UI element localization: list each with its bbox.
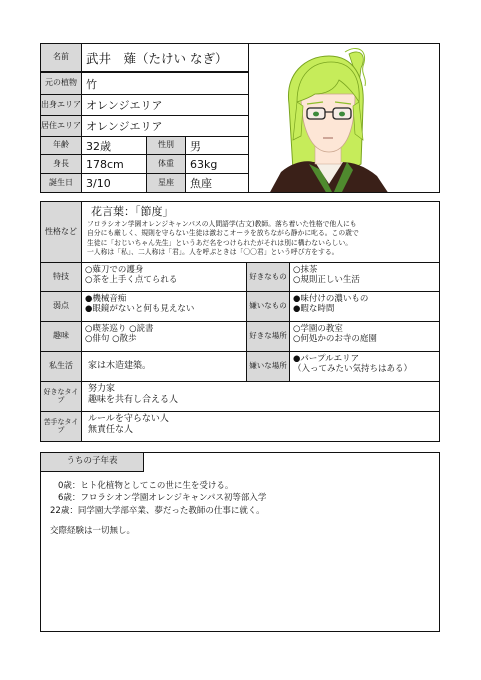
timeline-entry: 6歳：フロラシオン学園オレンジキャンパス初等部入学: [58, 493, 267, 504]
fav-place-value: [289, 321, 440, 352]
disliked-type-line: ルールを守らない人: [88, 414, 169, 424]
weakness-line: ●眼鏡がないと何も見えない: [85, 304, 195, 315]
liked-type-value: [81, 381, 440, 412]
hated-place-value: [289, 351, 440, 382]
residence-label: 居住エリア: [40, 115, 82, 137]
skill-label: 特技: [40, 262, 82, 292]
weight-value: 63kg: [185, 154, 249, 174]
plant-value: 竹: [81, 72, 249, 95]
disliked-type-label: 苦手なタイプ: [40, 411, 82, 442]
timeline-box: [40, 452, 440, 632]
sign-label: 星座: [146, 173, 186, 193]
private-life-value: 家は木造建築。: [81, 351, 247, 382]
personality-description: [81, 201, 440, 263]
timeline-label: うちの子年表: [40, 452, 144, 472]
timeline-entries: [50, 480, 435, 537]
character-illustration: [249, 44, 440, 193]
fav-place-label: 好きな場所: [246, 321, 290, 352]
hated-place-line: ●パープルエリア: [293, 354, 360, 364]
birthday-value: 3/10: [81, 173, 147, 193]
dislikes-line: ●暇な時間: [293, 304, 335, 315]
dislikes-line: ●味付けの濃いもの: [293, 294, 369, 304]
dislikes-value: [289, 291, 440, 322]
plant-label: 元の植物: [40, 72, 82, 95]
weight-label: 体重: [146, 154, 186, 174]
private-life-label: 私生活: [40, 351, 82, 382]
likes-line: ○抹茶: [293, 265, 318, 275]
likes-label: 好きなもの: [246, 262, 290, 292]
name-value: 武井 薙（たけい なぎ）: [81, 43, 249, 72]
personality-line: フロラシオン学園オレンジキャンパスの人間語学(古文)教師。落ち着いた性格で他人にも: [87, 220, 357, 229]
liked-type-line: 努力家: [88, 384, 116, 394]
character-portrait: [248, 43, 440, 193]
age-label: 年齢: [40, 136, 82, 155]
gender-label: 性別: [146, 136, 186, 155]
skill-line: ○茶を上手く点てられる: [85, 275, 178, 286]
gender-value: 男: [185, 136, 249, 155]
hated-place-label: 嫌いな場所: [246, 351, 290, 382]
disliked-type-value: [81, 411, 440, 442]
sign-value: 魚座: [185, 173, 249, 193]
origin-value: オレンジエリア: [81, 94, 249, 116]
disliked-type-line: 無責任な人: [88, 424, 134, 435]
weakness-line: ●機械音痴: [85, 294, 127, 304]
personality-line: 自分にも厳しく、規則を守らない生徒は激おこオーラを放ちながら静かに叱る。この歳で: [87, 229, 359, 238]
personality-line: 生徒に「おじいちゃん先生」というあだ名をつけられたがそれは別に構わないらしい。: [87, 238, 353, 247]
skill-line: ○薙刀での護身: [85, 265, 144, 275]
likes-line: ○規則正しい生活: [293, 275, 360, 286]
liked-type-line: 趣味を共有し合える人: [88, 394, 179, 405]
hated-place-line: （入ってみたい気持ちはある）: [293, 364, 413, 375]
residence-value: オレンジエリア: [81, 115, 249, 137]
hobby-line: ○俳句 ○散歩: [85, 334, 137, 345]
dislikes-label: 嫌いなもの: [246, 291, 290, 322]
fav-place-line: ○学園の教室: [293, 324, 343, 334]
timeline-entry: 22歳：同学園大学部卒業、夢だった教師の仕事に就く。: [50, 505, 265, 516]
liked-type-label: 好きなタイプ: [40, 381, 82, 412]
name-label: 名前: [40, 43, 82, 72]
personality-label: 性格など: [40, 201, 82, 263]
fav-place-line: ○何処かのお寺の庭園: [293, 334, 377, 345]
height-value: 178cm: [81, 154, 147, 174]
hobby-value: [81, 321, 247, 352]
timeline-note: 交際経験は一切無し。: [50, 525, 136, 536]
personality-line: 一人称は「私」、二人称は「君」。人を呼ぶときは「〇〇君」という呼び方をする。: [87, 247, 339, 256]
hobby-label: 趣味: [40, 321, 82, 352]
skill-value: [81, 262, 247, 292]
hobby-line: ○喫茶巡り ○読書: [85, 324, 154, 334]
flower-words: 花言葉：「節度」: [91, 205, 174, 218]
weakness-value: [81, 291, 247, 322]
origin-label: 出身エリア: [40, 94, 82, 116]
height-label: 身長: [40, 154, 82, 174]
birthday-label: 誕生日: [40, 173, 82, 193]
weakness-label: 弱点: [40, 291, 82, 322]
likes-value: [289, 262, 440, 292]
age-value: 32歳: [81, 136, 147, 155]
timeline-entry: 0歳：ヒト化植物としてこの世に生を受ける。: [58, 481, 234, 491]
